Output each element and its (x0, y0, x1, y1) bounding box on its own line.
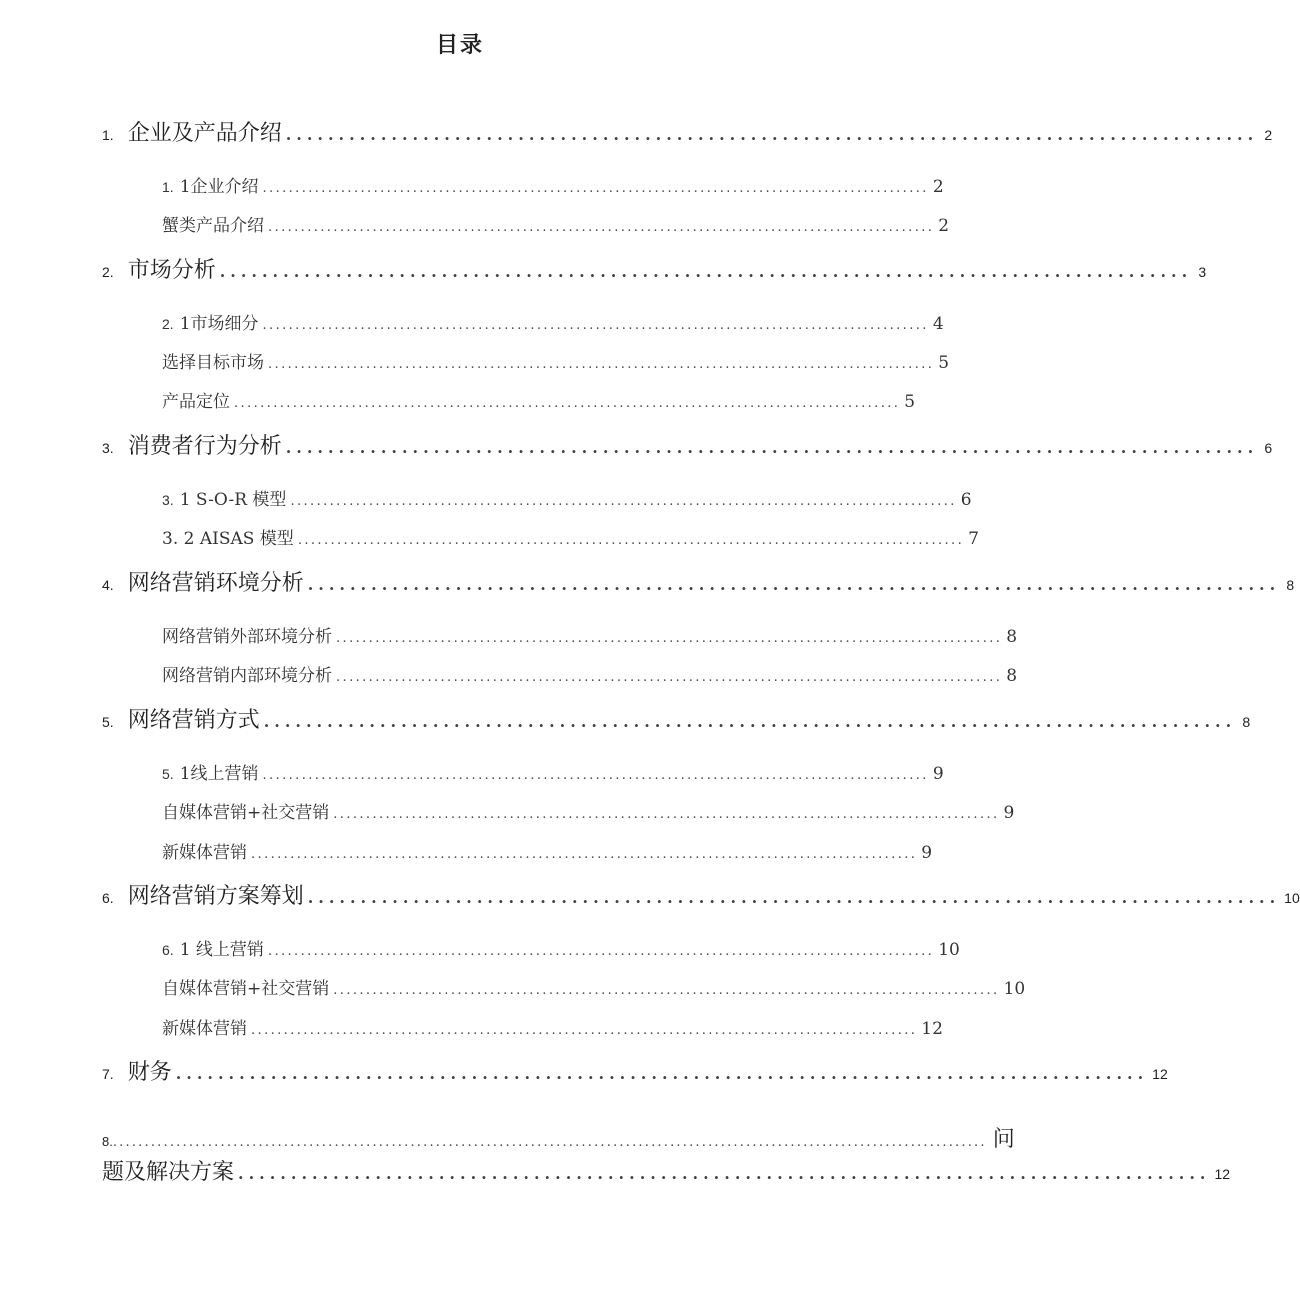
toc-title: 网络营销内部环境分析 (162, 666, 332, 686)
toc-title: 财务 (127, 1060, 172, 1085)
toc-number: 3. (102, 440, 114, 456)
toc-number: 5. (162, 766, 174, 782)
toc-entry-7[interactable] (102, 1055, 1168, 1086)
toc-entry-2-1[interactable] (162, 309, 944, 334)
toc-title: 自媒体营销+社交营销 (162, 979, 330, 999)
dot-leader: ...................................................................................................... (262, 768, 929, 783)
toc-page-number: 2 (932, 177, 944, 197)
toc-number: 6. (102, 890, 114, 906)
toc-title: 网络营销环境分析 (127, 571, 304, 596)
toc-page-number: 12 (921, 1019, 943, 1039)
dot-leader: ...................................................................................................... (297, 533, 965, 548)
dot-leader: ...................................................................................................... (251, 847, 918, 862)
toc-page-number: 9 (921, 843, 933, 863)
toc-number: 2. (102, 264, 114, 280)
dot-leader: ...................................................................................................... (333, 983, 1000, 998)
toc-title: 新媒体营销 (162, 843, 247, 863)
toc-page-number: 8 (1006, 627, 1018, 647)
toc-page-number: 12 (1214, 1166, 1231, 1182)
toc-number: 8. (102, 1134, 113, 1149)
dot-leader: ............................................................................................ (219, 262, 1193, 281)
toc-title: 消费者行为分析 (127, 434, 282, 459)
toc-title: 1企业介绍 (179, 177, 259, 197)
toc-page-number: 8 (1242, 714, 1251, 730)
toc-title: 1 线上营销 (179, 940, 264, 960)
toc-page-number: 10 (1003, 979, 1026, 999)
toc-entry-1[interactable] (102, 116, 1273, 147)
dot-leader: ...................................................................................................... (262, 181, 929, 196)
toc-number: 1. (162, 179, 174, 195)
toc-entry-3-2[interactable] (162, 524, 979, 549)
toc-number: 6. (162, 942, 174, 958)
toc-page-number: 7 (968, 529, 979, 549)
toc-entry-4-1[interactable] (162, 622, 1018, 647)
dot-leader: ............................................................................................ (175, 1064, 1149, 1083)
dot-leader: ...................................................................................................... (262, 318, 929, 333)
toc-number: 2. (162, 316, 174, 332)
toc-entry-3-1[interactable] (162, 485, 972, 510)
toc-entry-5-3[interactable] (162, 838, 933, 863)
toc-page-number: 10 (938, 940, 960, 960)
toc-title: 网络营销方式 (127, 708, 260, 733)
toc-entry-4-2[interactable] (162, 661, 1018, 686)
toc-entry-6-3[interactable] (162, 1014, 943, 1039)
dot-leader: ............................................................................................ (238, 1164, 1211, 1183)
toc-page-number: 2 (1264, 127, 1273, 143)
toc-page-number: 5 (904, 392, 916, 412)
dot-leader: ...................................................................................................... (234, 396, 901, 411)
toc-title: 自媒体营销+社交营销 (162, 803, 330, 823)
dot-leader: ............................................................................................ (307, 575, 1281, 594)
toc-title: 新媒体营销 (162, 1019, 247, 1039)
toc-title: 3. 2 AISAS 模型 (162, 529, 294, 549)
dot-leader: ...................................................................................................... (268, 357, 935, 372)
toc-entry-1-1[interactable] (162, 172, 944, 197)
toc-title: 选择目标市场 (162, 353, 264, 373)
toc-title: 1 S-O-R 模型 (179, 490, 287, 510)
toc-page-number: 8 (1006, 666, 1018, 686)
toc-title-line2: 题及解决方案 (102, 1160, 235, 1185)
toc-entry-2-2[interactable] (162, 348, 950, 373)
toc-entry-6-2[interactable] (162, 974, 1026, 999)
toc-number: 5. (102, 714, 114, 730)
toc-title: 企业及产品介绍 (127, 121, 282, 146)
dot-leader: ............................................................................................ (285, 125, 1259, 144)
toc-entry-1-2[interactable] (162, 211, 950, 236)
toc-page-number: 8 (1286, 577, 1295, 593)
toc-title: 网络营销方案筹划 (127, 884, 304, 909)
dot-leader: ...................................................................................................... (290, 494, 957, 509)
toc-title: 市场分析 (127, 258, 216, 283)
toc-page-number: 6 (1264, 440, 1273, 456)
toc-page-number: 9 (932, 764, 944, 784)
toc-entry-5-1[interactable] (162, 759, 944, 784)
dot-leader: ............................................................................................ (285, 438, 1259, 457)
toc-entry-4[interactable] (102, 566, 1295, 597)
toc-page-number: 10 (1284, 890, 1300, 906)
toc-entry-3[interactable] (102, 429, 1273, 460)
toc-entry-8[interactable] (102, 1122, 1015, 1153)
toc-title: 产品定位 (162, 392, 230, 412)
toc-page-number: 5 (938, 353, 950, 373)
toc-title: 蟹类产品介绍 (162, 216, 264, 236)
toc-entry-5[interactable] (102, 703, 1251, 734)
toc-title: 网络营销外部环境分析 (162, 627, 332, 647)
toc-number: 4. (102, 577, 114, 593)
toc-number: 3. (162, 492, 174, 508)
toc-entry-6[interactable] (102, 879, 1300, 910)
toc-page-number: 6 (960, 490, 972, 510)
toc-page-number: 9 (1003, 803, 1015, 823)
toc-page-number: 2 (938, 216, 950, 236)
toc-page-number: 12 (1152, 1066, 1168, 1082)
dot-leader: ...................................................................................................... (336, 631, 1003, 646)
toc-title-line1: 问 (992, 1127, 1015, 1152)
dot-leader: ............................................................................................ (307, 888, 1281, 907)
dot-leader: ...................................................................................................... (267, 944, 935, 959)
toc-page-number: 3 (1198, 264, 1207, 280)
page-title: 目录 (435, 33, 484, 58)
dot-leader: ...................................................................................................... (333, 807, 1000, 822)
toc-entry-2[interactable] (102, 253, 1207, 284)
dot-leader: .......................................................................................................................................... (112, 1135, 987, 1150)
toc-entry-8-continuation[interactable] (102, 1155, 1231, 1186)
dot-leader: ...................................................................................................... (268, 220, 935, 235)
toc-entry-6-1[interactable] (162, 935, 960, 960)
dot-leader: ............................................................................................ (263, 712, 1237, 731)
toc-entry-2-3[interactable] (162, 387, 916, 412)
toc-number: 1. (102, 127, 114, 143)
toc-page-number: 4 (932, 314, 944, 334)
toc-number: 7. (102, 1066, 114, 1082)
toc-entry-5-2[interactable] (162, 798, 1015, 823)
toc-title: 1市场细分 (179, 314, 259, 334)
toc-title: 1线上营销 (179, 764, 259, 784)
dot-leader: ...................................................................................................... (336, 670, 1003, 685)
dot-leader: ...................................................................................................... (251, 1023, 918, 1038)
